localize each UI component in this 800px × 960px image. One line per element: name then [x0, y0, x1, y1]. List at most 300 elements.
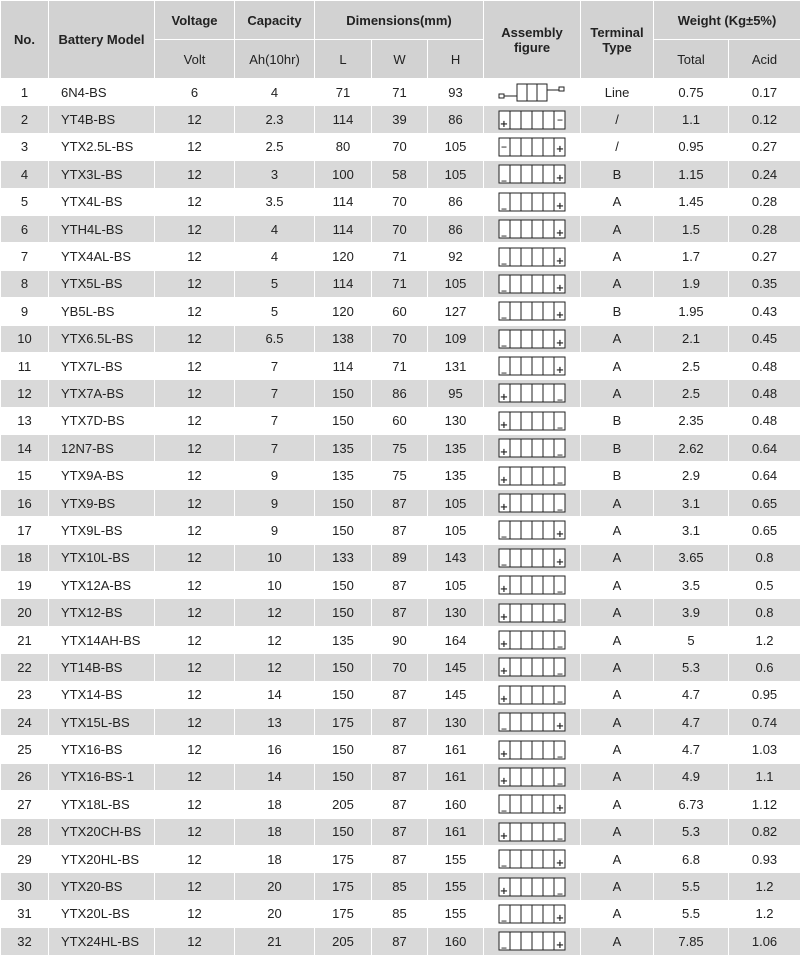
cell-weight-acid: 0.65 — [729, 517, 800, 544]
cell-length: 150 — [315, 517, 372, 544]
cell-capacity: 6.5 — [235, 325, 315, 352]
cell-width: 87 — [372, 928, 428, 955]
cell-capacity: 5 — [235, 298, 315, 325]
cell-length: 135 — [315, 626, 372, 653]
battery-diagram-icon — [497, 711, 567, 733]
cell-height: 155 — [428, 845, 484, 872]
battery-diagram-icon — [497, 410, 567, 432]
cell-width: 87 — [372, 845, 428, 872]
battery-diagram-icon — [497, 136, 567, 158]
svg-text:_: _ — [501, 171, 507, 183]
svg-text:_: _ — [557, 664, 563, 676]
cell-capacity: 21 — [235, 928, 315, 955]
cell-weight-acid: 0.64 — [729, 462, 800, 489]
cell-no: 19 — [1, 572, 49, 599]
cell-no: 7 — [1, 243, 49, 270]
table-row — [1, 517, 800, 544]
cell-no: 13 — [1, 407, 49, 434]
cell-assembly-figure — [484, 708, 581, 735]
svg-text:+: + — [499, 584, 509, 596]
cell-weight-acid: 0.74 — [729, 708, 800, 735]
cell-width: 87 — [372, 489, 428, 516]
cell-no: 4 — [1, 161, 49, 188]
cell-length: 150 — [315, 599, 372, 626]
cell-weight-total: 2.35 — [654, 407, 729, 434]
cell-weight-acid: 0.82 — [729, 818, 800, 845]
cell-width: 85 — [372, 900, 428, 927]
cell-height: 86 — [428, 188, 484, 215]
cell-weight-acid: 0.24 — [729, 161, 800, 188]
svg-text:+: + — [555, 556, 565, 568]
cell-weight-acid: 1.2 — [729, 626, 800, 653]
cell-capacity: 9 — [235, 489, 315, 516]
cell-weight-acid: 0.5 — [729, 572, 800, 599]
cell-terminal-type: A — [581, 215, 654, 242]
cell-width: 87 — [372, 818, 428, 845]
table-row — [1, 873, 800, 900]
cell-battery-model: YTX9A-BS — [49, 462, 155, 489]
cell-length: 150 — [315, 681, 372, 708]
cell-assembly-figure — [484, 845, 581, 872]
cell-voltage: 12 — [155, 215, 235, 242]
cell-battery-model: YTX18L-BS — [49, 791, 155, 818]
cell-weight-acid: 0.48 — [729, 352, 800, 379]
cell-weight-total: 5.5 — [654, 873, 729, 900]
cell-no: 10 — [1, 325, 49, 352]
cell-voltage: 12 — [155, 544, 235, 571]
svg-text:_: _ — [557, 390, 563, 402]
svg-text:_: _ — [501, 226, 507, 238]
cell-battery-model: YTX4L-BS — [49, 188, 155, 215]
cell-weight-total: 2.5 — [654, 352, 729, 379]
cell-width: 87 — [372, 791, 428, 818]
cell-assembly-figure — [484, 435, 581, 462]
cell-terminal-type: A — [581, 818, 654, 845]
cell-assembly-figure — [484, 215, 581, 242]
cell-height: 105 — [428, 161, 484, 188]
cell-weight-acid: 0.48 — [729, 407, 800, 434]
svg-text:+: + — [555, 940, 565, 952]
svg-text:+: + — [555, 173, 565, 185]
cell-length: 150 — [315, 736, 372, 763]
table-row — [1, 763, 800, 790]
header-dim-w: W — [372, 40, 428, 79]
cell-battery-model: YTX9L-BS — [49, 517, 155, 544]
cell-no: 29 — [1, 845, 49, 872]
svg-text:_: _ — [501, 938, 507, 950]
cell-weight-total: 3.1 — [654, 517, 729, 544]
table-row — [1, 133, 800, 160]
cell-assembly-figure — [484, 681, 581, 708]
table-row — [1, 380, 800, 407]
cell-width: 70 — [372, 188, 428, 215]
cell-capacity: 4 — [235, 215, 315, 242]
cell-capacity: 20 — [235, 900, 315, 927]
cell-height: 145 — [428, 681, 484, 708]
cell-width: 87 — [372, 708, 428, 735]
svg-text:_: _ — [557, 637, 563, 648]
cell-weight-total: 1.9 — [654, 270, 729, 297]
table-row — [1, 845, 800, 872]
cell-terminal-type: B — [581, 407, 654, 434]
cell-terminal-type: A — [581, 544, 654, 571]
cell-length: 120 — [315, 298, 372, 325]
cell-no: 5 — [1, 188, 49, 215]
cell-assembly-figure — [484, 407, 581, 434]
svg-text:_: _ — [501, 554, 507, 566]
table-row — [1, 106, 800, 133]
cell-height: 105 — [428, 270, 484, 297]
battery-diagram-icon — [497, 191, 567, 213]
svg-text:+: + — [499, 748, 509, 760]
cell-voltage: 12 — [155, 407, 235, 434]
svg-text:_: _ — [501, 308, 507, 320]
cell-weight-total: 3.9 — [654, 599, 729, 626]
cell-no: 1 — [1, 79, 49, 106]
svg-text:_: _ — [557, 828, 563, 840]
svg-text:_: _ — [501, 280, 507, 292]
cell-width: 90 — [372, 626, 428, 653]
cell-width: 70 — [372, 325, 428, 352]
cell-no: 23 — [1, 681, 49, 708]
cell-weight-acid: 0.28 — [729, 188, 800, 215]
table-row — [1, 435, 800, 462]
cell-terminal-type: A — [581, 572, 654, 599]
cell-battery-model: YTX15L-BS — [49, 708, 155, 735]
cell-height: 86 — [428, 106, 484, 133]
table-row — [1, 626, 800, 653]
svg-text:+: + — [499, 830, 509, 842]
cell-width: 86 — [372, 380, 428, 407]
cell-weight-total: 1.15 — [654, 161, 729, 188]
battery-diagram-icon — [497, 793, 567, 815]
cell-length: 135 — [315, 435, 372, 462]
cell-battery-model: YTX10L-BS — [49, 544, 155, 571]
cell-voltage: 12 — [155, 928, 235, 955]
cell-terminal-type: A — [581, 654, 654, 681]
svg-text:_: _ — [557, 417, 563, 429]
cell-battery-model: YTX7D-BS — [49, 407, 155, 434]
cell-weight-total: 5.3 — [654, 818, 729, 845]
cell-no: 22 — [1, 654, 49, 681]
cell-voltage: 12 — [155, 900, 235, 927]
cell-no: 25 — [1, 736, 49, 763]
cell-height: 155 — [428, 900, 484, 927]
cell-capacity: 14 — [235, 681, 315, 708]
cell-terminal-type: A — [581, 270, 654, 297]
cell-weight-total: 1.45 — [654, 188, 729, 215]
table-row — [1, 654, 800, 681]
cell-assembly-figure — [484, 791, 581, 818]
battery-diagram-icon — [497, 300, 567, 322]
cell-weight-total: 1.95 — [654, 298, 729, 325]
cell-length: 175 — [315, 845, 372, 872]
header-assembly-figure: Assembly figure — [484, 1, 581, 79]
cell-battery-model: YTH4L-BS — [49, 215, 155, 242]
cell-capacity: 7 — [235, 352, 315, 379]
cell-weight-total: 1.7 — [654, 243, 729, 270]
cell-battery-model: YTX6.5L-BS — [49, 325, 155, 352]
battery-diagram-icon — [497, 109, 567, 131]
cell-no: 15 — [1, 462, 49, 489]
cell-battery-model: YT14B-BS — [49, 654, 155, 681]
cell-weight-acid: 1.1 — [729, 763, 800, 790]
cell-battery-model: YT4B-BS — [49, 106, 155, 133]
header-weight: Weight (Kg±5%) — [654, 1, 800, 40]
cell-length: 120 — [315, 243, 372, 270]
cell-no: 12 — [1, 380, 49, 407]
svg-text:+: + — [499, 775, 509, 787]
cell-weight-acid: 0.43 — [729, 298, 800, 325]
header-capacity: Capacity — [235, 1, 315, 40]
cell-voltage: 12 — [155, 462, 235, 489]
cell-width: 87 — [372, 517, 428, 544]
battery-diagram-icon — [497, 684, 567, 706]
cell-voltage: 12 — [155, 517, 235, 544]
cell-weight-acid: 0.28 — [729, 215, 800, 242]
header-battery-model: Battery Model — [49, 1, 155, 79]
cell-assembly-figure — [484, 928, 581, 955]
svg-text:+: + — [499, 419, 509, 431]
cell-height: 130 — [428, 599, 484, 626]
cell-weight-acid: 0.17 — [729, 79, 800, 106]
cell-voltage: 12 — [155, 161, 235, 188]
cell-weight-total: 2.9 — [654, 462, 729, 489]
header-weight-total: Total — [654, 40, 729, 79]
cell-assembly-figure — [484, 462, 581, 489]
svg-text:_: _ — [557, 691, 563, 703]
table-row — [1, 681, 800, 708]
cell-weight-acid: 0.93 — [729, 845, 800, 872]
cell-capacity: 20 — [235, 873, 315, 900]
battery-diagram-icon — [497, 273, 567, 295]
cell-assembly-figure — [484, 161, 581, 188]
cell-capacity: 7 — [235, 380, 315, 407]
svg-text:+: + — [555, 310, 565, 322]
cell-battery-model: YTX24HL-BS — [49, 928, 155, 955]
cell-terminal-type: A — [581, 517, 654, 544]
cell-voltage: 12 — [155, 873, 235, 900]
cell-voltage: 12 — [155, 572, 235, 599]
cell-weight-acid: 0.8 — [729, 544, 800, 571]
cell-width: 87 — [372, 763, 428, 790]
cell-height: 161 — [428, 763, 484, 790]
header-dim-l: L — [315, 40, 372, 79]
svg-text:+: + — [555, 858, 565, 870]
cell-assembly-figure — [484, 188, 581, 215]
table-body — [1, 79, 800, 956]
cell-terminal-type: A — [581, 489, 654, 516]
cell-height: 130 — [428, 708, 484, 735]
battery-diagram-icon — [497, 81, 567, 103]
battery-diagram-icon — [497, 574, 567, 596]
cell-width: 70 — [372, 133, 428, 160]
cell-terminal-type: A — [581, 763, 654, 790]
svg-text:_: _ — [557, 500, 563, 512]
cell-terminal-type: A — [581, 243, 654, 270]
table-row — [1, 736, 800, 763]
cell-width: 87 — [372, 681, 428, 708]
cell-voltage: 12 — [155, 681, 235, 708]
cell-height: 143 — [428, 544, 484, 571]
cell-weight-acid: 0.48 — [729, 380, 800, 407]
cell-weight-total: 2.5 — [654, 380, 729, 407]
cell-battery-model: 12N7-BS — [49, 435, 155, 462]
battery-diagram-icon — [497, 656, 567, 678]
cell-voltage: 6 — [155, 79, 235, 106]
cell-assembly-figure — [484, 626, 581, 653]
cell-capacity: 4 — [235, 79, 315, 106]
cell-height: 160 — [428, 791, 484, 818]
cell-weight-total: 6.8 — [654, 845, 729, 872]
cell-weight-total: 5.5 — [654, 900, 729, 927]
cell-assembly-figure — [484, 380, 581, 407]
svg-text:_: _ — [557, 883, 563, 895]
cell-battery-model: YTX3L-BS — [49, 161, 155, 188]
cell-battery-model: YTX4AL-BS — [49, 243, 155, 270]
battery-diagram-icon — [497, 547, 567, 569]
cell-capacity: 2.3 — [235, 106, 315, 133]
cell-no: 6 — [1, 215, 49, 242]
svg-text:_: _ — [557, 472, 563, 484]
cell-capacity: 12 — [235, 654, 315, 681]
cell-weight-acid: 0.12 — [729, 106, 800, 133]
cell-width: 39 — [372, 106, 428, 133]
cell-assembly-figure — [484, 599, 581, 626]
cell-battery-model: YTX12A-BS — [49, 572, 155, 599]
svg-text:_: _ — [501, 527, 507, 539]
cell-capacity: 5 — [235, 270, 315, 297]
cell-voltage: 12 — [155, 435, 235, 462]
svg-text:+: + — [555, 912, 565, 924]
cell-height: 130 — [428, 407, 484, 434]
table-row — [1, 243, 800, 270]
cell-width: 70 — [372, 654, 428, 681]
svg-text:_: _ — [557, 109, 563, 121]
cell-assembly-figure — [484, 106, 581, 133]
cell-weight-total: 4.9 — [654, 763, 729, 790]
cell-terminal-type: B — [581, 298, 654, 325]
svg-text:+: + — [499, 666, 509, 678]
cell-length: 114 — [315, 188, 372, 215]
header-weight-acid: Acid — [729, 40, 800, 79]
cell-height: 164 — [428, 626, 484, 653]
cell-voltage: 12 — [155, 298, 235, 325]
cell-width: 58 — [372, 161, 428, 188]
cell-terminal-type: A — [581, 352, 654, 379]
cell-capacity: 14 — [235, 763, 315, 790]
cell-weight-acid: 1.2 — [729, 873, 800, 900]
cell-length: 175 — [315, 873, 372, 900]
cell-weight-acid: 0.45 — [729, 325, 800, 352]
cell-height: 145 — [428, 654, 484, 681]
table-row — [1, 325, 800, 352]
battery-diagram-icon — [497, 163, 567, 185]
cell-terminal-type: / — [581, 133, 654, 160]
cell-capacity: 2.5 — [235, 133, 315, 160]
cell-weight-acid: 1.03 — [729, 736, 800, 763]
svg-text:+: + — [555, 228, 565, 240]
cell-weight-acid: 0.8 — [729, 599, 800, 626]
cell-battery-model: YTX14AH-BS — [49, 626, 155, 653]
cell-height: 105 — [428, 517, 484, 544]
cell-voltage: 12 — [155, 654, 235, 681]
cell-no: 3 — [1, 133, 49, 160]
cell-capacity: 3 — [235, 161, 315, 188]
cell-no: 9 — [1, 298, 49, 325]
cell-voltage: 12 — [155, 325, 235, 352]
cell-assembly-figure — [484, 736, 581, 763]
cell-voltage: 12 — [155, 818, 235, 845]
battery-diagram-icon — [497, 465, 567, 487]
header-voltage-unit: Volt — [155, 40, 235, 79]
table-row — [1, 270, 800, 297]
cell-height: 105 — [428, 489, 484, 516]
battery-diagram-icon — [497, 492, 567, 514]
battery-diagram-icon — [497, 629, 567, 651]
cell-width: 71 — [372, 243, 428, 270]
svg-text:+: + — [555, 365, 565, 377]
cell-terminal-type: Line — [581, 79, 654, 106]
cell-voltage: 12 — [155, 352, 235, 379]
cell-terminal-type: A — [581, 736, 654, 763]
cell-voltage: 12 — [155, 270, 235, 297]
cell-no: 26 — [1, 763, 49, 790]
cell-terminal-type: A — [581, 873, 654, 900]
svg-text:+: + — [555, 337, 565, 349]
cell-width: 60 — [372, 298, 428, 325]
table-row — [1, 928, 800, 955]
cell-capacity: 16 — [235, 736, 315, 763]
cell-battery-model: YB5L-BS — [49, 298, 155, 325]
svg-text:_: _ — [501, 910, 507, 922]
cell-voltage: 12 — [155, 763, 235, 790]
cell-weight-acid: 0.27 — [729, 133, 800, 160]
cell-weight-total: 0.95 — [654, 133, 729, 160]
cell-width: 71 — [372, 79, 428, 106]
svg-text:_: _ — [501, 363, 507, 375]
battery-diagram-icon — [497, 766, 567, 788]
cell-width: 89 — [372, 544, 428, 571]
cell-height: 161 — [428, 736, 484, 763]
cell-height: 135 — [428, 462, 484, 489]
cell-height: 105 — [428, 133, 484, 160]
cell-terminal-type: A — [581, 626, 654, 653]
cell-voltage: 12 — [155, 626, 235, 653]
cell-assembly-figure — [484, 572, 581, 599]
cell-assembly-figure — [484, 489, 581, 516]
cell-no: 17 — [1, 517, 49, 544]
cell-weight-acid: 1.06 — [729, 928, 800, 955]
header-dimensions: Dimensions(mm) — [315, 1, 484, 40]
battery-diagram-icon — [497, 821, 567, 843]
cell-weight-acid: 0.95 — [729, 681, 800, 708]
cell-length: 175 — [315, 900, 372, 927]
cell-weight-acid: 1.12 — [729, 791, 800, 818]
svg-text:+: + — [499, 885, 509, 897]
cell-width: 87 — [372, 599, 428, 626]
cell-terminal-type: B — [581, 462, 654, 489]
cell-battery-model: 6N4-BS — [49, 79, 155, 106]
cell-weight-acid: 0.64 — [729, 435, 800, 462]
table-row — [1, 407, 800, 434]
battery-diagram-icon — [497, 930, 567, 952]
cell-height: 95 — [428, 380, 484, 407]
cell-width: 60 — [372, 407, 428, 434]
header-no: No. — [1, 1, 49, 79]
cell-weight-total: 3.65 — [654, 544, 729, 571]
cell-terminal-type: A — [581, 900, 654, 927]
